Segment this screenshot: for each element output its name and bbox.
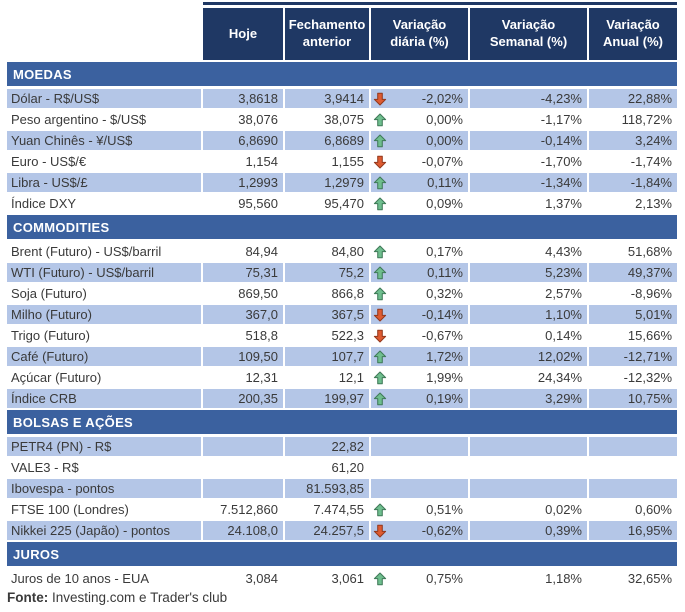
fechamento-anterior-value: 24.257,5 <box>285 521 369 540</box>
variacao-diaria-cell <box>371 284 468 303</box>
up-arrow-icon <box>373 349 388 364</box>
row-label: Café (Futuro) <box>7 347 201 366</box>
variacao-anual-value: 16,95% <box>589 521 677 540</box>
header-fechamento-anterior: Fechamento anterior <box>285 8 369 60</box>
table-row <box>7 284 685 303</box>
hoje-value: 84,94 <box>203 242 283 261</box>
hoje-value: 12,31 <box>203 368 283 387</box>
variacao-diaria-cell <box>371 521 468 540</box>
fechamento-anterior-value: 866,8 <box>285 284 369 303</box>
hoje-value: 38,076 <box>203 110 283 129</box>
variacao-anual-value: -8,96% <box>589 284 677 303</box>
variacao-anual-value: 15,66% <box>589 326 677 345</box>
no-arrow-placeholder <box>373 439 388 454</box>
row-label: Milho (Futuro) <box>7 305 201 324</box>
fechamento-anterior-value: 7.474,55 <box>285 500 369 519</box>
row-label: Dólar - R$/US$ <box>7 89 201 108</box>
variacao-diaria-value: 0,75% <box>426 571 463 586</box>
variacao-diaria-cell <box>371 479 468 498</box>
no-arrow-placeholder <box>373 460 388 475</box>
hoje-value: 6,8690 <box>203 131 283 150</box>
variacao-semanal-value: 1,10% <box>470 305 587 324</box>
variacao-diaria-value: 0,17% <box>426 244 463 259</box>
fechamento-anterior-value: 1,155 <box>285 152 369 171</box>
variacao-diaria-cell <box>371 347 468 366</box>
hoje-value: 1,154 <box>203 152 283 171</box>
hoje-value: 200,35 <box>203 389 283 408</box>
table-row <box>7 305 685 324</box>
fechamento-anterior-value: 12,1 <box>285 368 369 387</box>
variacao-semanal-value <box>470 437 587 456</box>
variacao-diaria-cell <box>371 458 468 477</box>
row-label: Euro - US$/€ <box>7 152 201 171</box>
table-row <box>7 326 685 345</box>
variacao-diaria-cell <box>371 389 468 408</box>
row-label: PETR4 (PN) - R$ <box>7 437 201 456</box>
variacao-semanal-value: 0,39% <box>470 521 587 540</box>
variacao-semanal-value: 2,57% <box>470 284 587 303</box>
variacao-diaria-cell <box>371 500 468 519</box>
variacao-anual-value: 3,24% <box>589 131 677 150</box>
down-arrow-icon <box>373 91 388 106</box>
variacao-anual-value: -12,32% <box>589 368 677 387</box>
row-label: Peso argentino - $/US$ <box>7 110 201 129</box>
up-arrow-icon <box>373 175 388 190</box>
row-label: VALE3 - R$ <box>7 458 201 477</box>
section-header-juros: JUROS <box>7 542 677 566</box>
fechamento-anterior-value: 61,20 <box>285 458 369 477</box>
variacao-anual-value <box>589 437 677 456</box>
header-variacao-anual: Variação Anual (%) <box>589 8 677 60</box>
variacao-diaria-value: -0,14% <box>421 307 463 322</box>
row-label: Libra - US$/£ <box>7 173 201 192</box>
table-row <box>7 173 685 192</box>
up-arrow-icon <box>373 133 388 148</box>
row-label: Índice DXY <box>7 194 201 213</box>
header-variacao-diaria: Variação diária (%) <box>371 8 468 60</box>
variacao-diaria-value: 1,72% <box>426 349 463 364</box>
row-label: Brent (Futuro) - US$/barril <box>7 242 201 261</box>
table-row <box>7 569 685 588</box>
variacao-diaria-value: 0,00% <box>426 112 463 127</box>
fechamento-anterior-value: 3,9414 <box>285 89 369 108</box>
down-arrow-icon <box>373 328 388 343</box>
row-label: Índice CRB <box>7 389 201 408</box>
fechamento-anterior-value: 22,82 <box>285 437 369 456</box>
variacao-semanal-value: -1,70% <box>470 152 587 171</box>
fechamento-anterior-value: 6,8689 <box>285 131 369 150</box>
hoje-value: 7.512,860 <box>203 500 283 519</box>
up-arrow-icon <box>373 112 388 127</box>
variacao-diaria-value: -2,02% <box>421 91 463 106</box>
row-label: WTI (Futuro) - US$/barril <box>7 263 201 282</box>
variacao-diaria-cell <box>371 152 468 171</box>
hoje-value: 95,560 <box>203 194 283 213</box>
table-row <box>7 347 685 366</box>
fechamento-anterior-value: 367,5 <box>285 305 369 324</box>
variacao-semanal-value: 3,29% <box>470 389 587 408</box>
source-label: Fonte: <box>7 590 49 605</box>
up-arrow-icon <box>373 196 388 211</box>
header-hoje: Hoje <box>203 8 283 60</box>
table-row <box>7 152 685 171</box>
variacao-diaria-cell <box>371 131 468 150</box>
header-variacao-semanal: Variação Semanal (%) <box>470 8 587 60</box>
section-header-bolsas-e-acoes: BOLSAS E AÇÕES <box>7 410 677 434</box>
source-text: Investing.com e Trader's club <box>52 590 228 605</box>
variacao-semanal-value <box>470 458 587 477</box>
table-row <box>7 500 685 519</box>
hoje-value <box>203 458 283 477</box>
row-label: Trigo (Futuro) <box>7 326 201 345</box>
row-label: Ibovespa - pontos <box>7 479 201 498</box>
variacao-semanal-value: -1,34% <box>470 173 587 192</box>
variacao-anual-value: 118,72% <box>589 110 677 129</box>
variacao-diaria-value: 0,19% <box>426 391 463 406</box>
header-empty-cell <box>7 8 201 60</box>
source-note <box>7 590 685 605</box>
variacao-diaria-cell <box>371 305 468 324</box>
hoje-value: 3,084 <box>203 569 283 588</box>
fechamento-anterior-value: 1,2979 <box>285 173 369 192</box>
table-row <box>7 368 685 387</box>
variacao-diaria-value: -0,07% <box>421 154 463 169</box>
fechamento-anterior-value: 81.593,85 <box>285 479 369 498</box>
variacao-semanal-value: 0,14% <box>470 326 587 345</box>
variacao-diaria-cell <box>371 173 468 192</box>
up-arrow-icon <box>373 244 388 259</box>
row-label: FTSE 100 (Londres) <box>7 500 201 519</box>
variacao-diaria-cell <box>371 437 468 456</box>
section-header-commodities: COMMODITIES <box>7 215 677 239</box>
table-row <box>7 479 685 498</box>
table-row <box>7 437 685 456</box>
variacao-anual-value: 10,75% <box>589 389 677 408</box>
table-row <box>7 110 685 129</box>
fechamento-anterior-value: 75,2 <box>285 263 369 282</box>
variacao-diaria-cell <box>371 194 468 213</box>
row-label: Yuan Chinês - ¥/US$ <box>7 131 201 150</box>
variacao-diaria-value: 0,11% <box>427 265 463 280</box>
table-row <box>7 242 685 261</box>
variacao-semanal-value: -1,17% <box>470 110 587 129</box>
hoje-value: 109,50 <box>203 347 283 366</box>
hoje-value: 75,31 <box>203 263 283 282</box>
variacao-anual-value: 5,01% <box>589 305 677 324</box>
variacao-anual-value: 49,37% <box>589 263 677 282</box>
up-arrow-icon <box>373 502 388 517</box>
hoje-value <box>203 437 283 456</box>
table-top-border <box>203 2 677 5</box>
variacao-semanal-value: 1,37% <box>470 194 587 213</box>
variacao-diaria-value: 0,00% <box>426 133 463 148</box>
variacao-diaria-cell <box>371 89 468 108</box>
variacao-anual-value: 22,88% <box>589 89 677 108</box>
variacao-semanal-value <box>470 479 587 498</box>
variacao-diaria-cell <box>371 263 468 282</box>
down-arrow-icon <box>373 307 388 322</box>
table-header-row <box>7 8 685 60</box>
variacao-semanal-value: 0,02% <box>470 500 587 519</box>
variacao-anual-value: 32,65% <box>589 569 677 588</box>
variacao-semanal-value: 1,18% <box>470 569 587 588</box>
variacao-anual-value: 2,13% <box>589 194 677 213</box>
row-label: Nikkei 225 (Japão) - pontos <box>7 521 201 540</box>
hoje-value: 869,50 <box>203 284 283 303</box>
variacao-anual-value: 51,68% <box>589 242 677 261</box>
hoje-value: 367,0 <box>203 305 283 324</box>
up-arrow-icon <box>373 286 388 301</box>
variacao-diaria-value: 0,51% <box>426 502 463 517</box>
hoje-value: 1,2993 <box>203 173 283 192</box>
variacao-anual-value: -1,74% <box>589 152 677 171</box>
variacao-semanal-value: 4,43% <box>470 242 587 261</box>
variacao-diaria-cell <box>371 326 468 345</box>
down-arrow-icon <box>373 523 388 538</box>
fechamento-anterior-value: 3,061 <box>285 569 369 588</box>
variacao-semanal-value: 24,34% <box>470 368 587 387</box>
variacao-diaria-cell <box>371 368 468 387</box>
fechamento-anterior-value: 199,97 <box>285 389 369 408</box>
down-arrow-icon <box>373 154 388 169</box>
variacao-anual-value: -12,71% <box>589 347 677 366</box>
variacao-semanal-value: -4,23% <box>470 89 587 108</box>
hoje-value: 518,8 <box>203 326 283 345</box>
variacao-diaria-value: 0,09% <box>426 196 463 211</box>
hoje-value <box>203 479 283 498</box>
fechamento-anterior-value: 84,80 <box>285 242 369 261</box>
table-row <box>7 194 685 213</box>
variacao-diaria-value: -0,67% <box>421 328 463 343</box>
row-label: Açúcar (Futuro) <box>7 368 201 387</box>
variacao-semanal-value: 12,02% <box>470 347 587 366</box>
variacao-semanal-value: 5,23% <box>470 263 587 282</box>
table-row <box>7 89 685 108</box>
row-label: Soja (Futuro) <box>7 284 201 303</box>
table-row <box>7 131 685 150</box>
variacao-anual-value: -1,84% <box>589 173 677 192</box>
hoje-value: 24.108,0 <box>203 521 283 540</box>
fechamento-anterior-value: 107,7 <box>285 347 369 366</box>
fechamento-anterior-value: 522,3 <box>285 326 369 345</box>
up-arrow-icon <box>373 265 388 280</box>
up-arrow-icon <box>373 571 388 586</box>
variacao-diaria-value: 1,99% <box>426 370 463 385</box>
table-row <box>7 521 685 540</box>
up-arrow-icon <box>373 370 388 385</box>
variacao-diaria-value: -0,62% <box>421 523 463 538</box>
variacao-diaria-cell <box>371 242 468 261</box>
row-label: Juros de 10 anos - EUA <box>7 569 201 588</box>
table-row <box>7 389 685 408</box>
variacao-diaria-value: 0,32% <box>426 286 463 301</box>
variacao-diaria-cell <box>371 110 468 129</box>
fechamento-anterior-value: 95,470 <box>285 194 369 213</box>
variacao-diaria-value: 0,11% <box>427 175 463 190</box>
section-header-moedas: MOEDAS <box>7 62 677 86</box>
variacao-diaria-cell <box>371 569 468 588</box>
table-body <box>7 62 685 588</box>
variacao-anual-value <box>589 479 677 498</box>
hoje-value: 3,8618 <box>203 89 283 108</box>
variacao-anual-value <box>589 458 677 477</box>
no-arrow-placeholder <box>373 481 388 496</box>
variacao-anual-value: 0,60% <box>589 500 677 519</box>
variacao-semanal-value: -0,14% <box>470 131 587 150</box>
fechamento-anterior-value: 38,075 <box>285 110 369 129</box>
table-row <box>7 263 685 282</box>
up-arrow-icon <box>373 391 388 406</box>
table-row <box>7 458 685 477</box>
